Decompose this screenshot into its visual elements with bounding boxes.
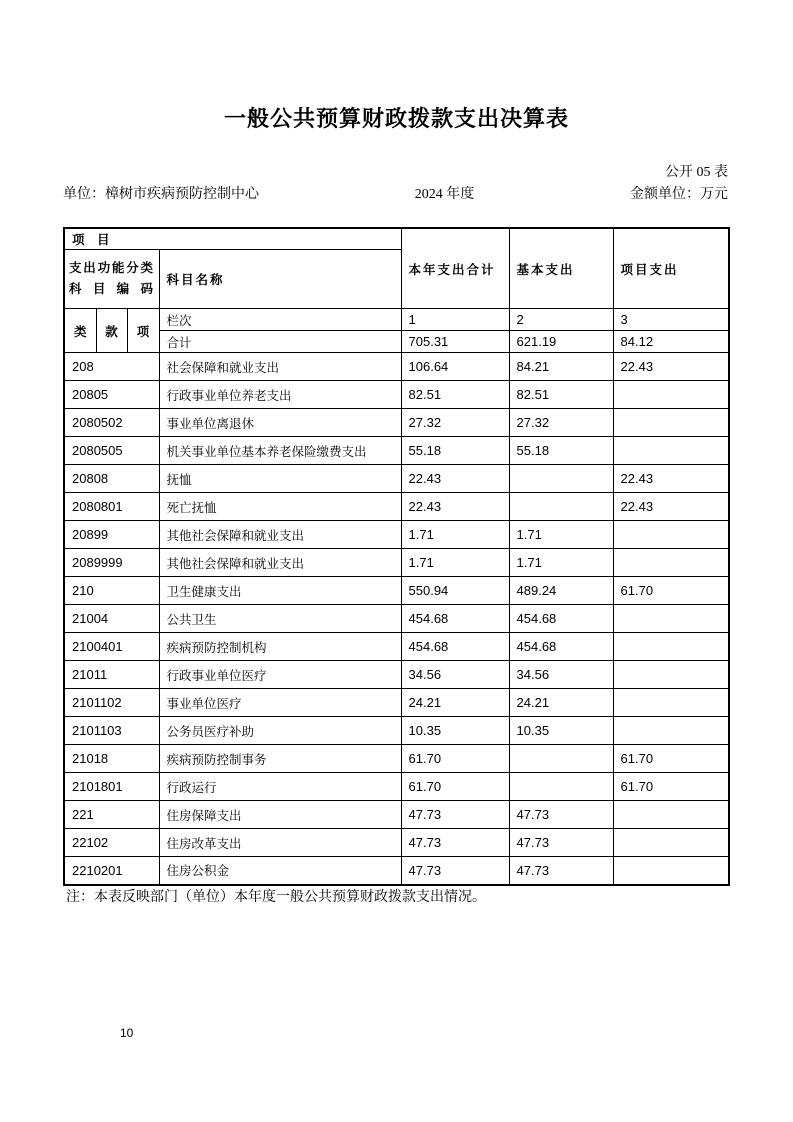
header-section-cell: 款	[96, 309, 127, 353]
row-basic-cell	[509, 745, 613, 773]
table-row	[64, 689, 729, 717]
budget-table	[63, 227, 730, 886]
row-project-cell	[613, 521, 729, 549]
row-total-cell: 47.73	[401, 829, 509, 857]
row-total-cell: 55.18	[401, 437, 509, 465]
amount-unit-label: 金额单位：万元	[630, 187, 728, 202]
row-project-cell	[613, 689, 729, 717]
row-project-cell	[613, 437, 729, 465]
row-code-cell: 21011	[64, 661, 159, 689]
row-total-cell: 61.70	[401, 745, 509, 773]
row-basic-cell: 10.35	[509, 717, 613, 745]
year-label: 2024 年度	[414, 187, 475, 202]
row-project-cell	[613, 717, 729, 745]
row-total-cell: 47.73	[401, 801, 509, 829]
column-index-1: 1	[401, 309, 509, 331]
row-basic-cell: 454.68	[509, 605, 613, 633]
sheet-number-label: 公开 05 表	[665, 165, 728, 180]
row-basic-cell: 489.24	[509, 577, 613, 605]
row-basic-cell: 82.51	[509, 381, 613, 409]
row-project-cell	[613, 829, 729, 857]
totals-label-cell: 合计	[159, 331, 401, 353]
row-total-cell: 106.64	[401, 353, 509, 381]
row-basic-cell: 55.18	[509, 437, 613, 465]
table-note: 注：本表反映部门（单位）本年度一般公共预算财政拨款支出情况。	[66, 890, 486, 905]
row-project-cell: 22.43	[613, 465, 729, 493]
row-basic-cell: 454.68	[509, 633, 613, 661]
table-row	[64, 549, 729, 577]
header-project-cell: 项目支出	[613, 228, 729, 309]
row-name-cell: 机关事业单位基本养老保险缴费支出	[159, 437, 401, 465]
row-total-cell: 34.56	[401, 661, 509, 689]
column-index-2: 2	[509, 309, 613, 331]
row-total-cell: 454.68	[401, 633, 509, 661]
row-project-cell	[613, 409, 729, 437]
row-name-cell: 抚恤	[159, 465, 401, 493]
row-project-cell	[613, 381, 729, 409]
row-code-cell: 20808	[64, 465, 159, 493]
row-total-cell: 10.35	[401, 717, 509, 745]
row-code-cell: 210	[64, 577, 159, 605]
header-basic-cell: 基本支出	[509, 228, 613, 309]
row-name-cell: 公共卫生	[159, 605, 401, 633]
row-name-cell: 住房改革支出	[159, 829, 401, 857]
row-name-cell: 死亡抚恤	[159, 493, 401, 521]
row-basic-cell	[509, 773, 613, 801]
table-row	[64, 829, 729, 857]
table-row	[64, 353, 729, 381]
row-code-cell: 2089999	[64, 549, 159, 577]
table-row	[64, 437, 729, 465]
row-name-cell: 行政事业单位医疗	[159, 661, 401, 689]
totals-basic-cell: 621.19	[509, 331, 613, 353]
row-project-cell	[613, 661, 729, 689]
row-code-cell: 21004	[64, 605, 159, 633]
row-code-cell: 2100401	[64, 633, 159, 661]
row-basic-cell: 34.56	[509, 661, 613, 689]
row-project-cell: 61.70	[613, 577, 729, 605]
row-name-cell: 疾病预防控制机构	[159, 633, 401, 661]
row-total-cell: 1.71	[401, 549, 509, 577]
row-name-cell: 行政事业单位养老支出	[159, 381, 401, 409]
meta-line	[63, 183, 728, 203]
row-name-cell: 公务员医疗补助	[159, 717, 401, 745]
row-project-cell	[613, 605, 729, 633]
header-total-cell: 本年支出合计	[401, 228, 509, 309]
totals-total-cell: 705.31	[401, 331, 509, 353]
row-name-cell: 卫生健康支出	[159, 577, 401, 605]
row-code-cell: 2080502	[64, 409, 159, 437]
row-code-cell: 208	[64, 353, 159, 381]
row-name-cell: 住房公积金	[159, 857, 401, 885]
row-name-cell: 事业单位医疗	[159, 689, 401, 717]
page-number: 10	[120, 1026, 134, 1040]
row-name-cell: 疾病预防控制事务	[159, 745, 401, 773]
row-total-cell: 1.71	[401, 521, 509, 549]
table-row	[64, 493, 729, 521]
table-row	[64, 717, 729, 745]
row-project-cell	[613, 549, 729, 577]
row-basic-cell	[509, 493, 613, 521]
column-index-3: 3	[613, 309, 729, 331]
row-code-cell: 2080505	[64, 437, 159, 465]
table-row	[64, 801, 729, 829]
table-row	[64, 465, 729, 493]
table-row	[64, 633, 729, 661]
page-title: 一般公共预算财政拨款支出决算表	[223, 106, 569, 131]
row-total-cell: 61.70	[401, 773, 509, 801]
row-basic-cell	[509, 465, 613, 493]
row-code-cell: 22102	[64, 829, 159, 857]
row-total-cell: 27.32	[401, 409, 509, 437]
row-project-cell	[613, 857, 729, 885]
table-row	[64, 577, 729, 605]
row-code-cell: 2101102	[64, 689, 159, 717]
row-basic-cell: 24.21	[509, 689, 613, 717]
header-class-cell: 类	[64, 309, 96, 353]
row-total-cell: 22.43	[401, 465, 509, 493]
row-total-cell: 47.73	[401, 857, 509, 885]
row-code-cell: 2101801	[64, 773, 159, 801]
row-total-cell: 22.43	[401, 493, 509, 521]
header-subject-name-cell: 科目名称	[159, 250, 401, 309]
table-row	[64, 521, 729, 549]
row-total-cell: 82.51	[401, 381, 509, 409]
row-project-cell: 61.70	[613, 745, 729, 773]
table-row	[64, 773, 729, 801]
row-total-cell: 24.21	[401, 689, 509, 717]
row-code-cell: 21018	[64, 745, 159, 773]
table-row	[64, 857, 729, 885]
row-basic-cell: 1.71	[509, 521, 613, 549]
row-project-cell: 61.70	[613, 773, 729, 801]
table-row	[64, 409, 729, 437]
table-row	[64, 661, 729, 689]
header-code-cell	[64, 250, 159, 309]
table-row	[64, 381, 729, 409]
row-code-cell: 20899	[64, 521, 159, 549]
row-code-cell: 2080801	[64, 493, 159, 521]
row-basic-cell: 27.32	[509, 409, 613, 437]
row-name-cell: 住房保障支出	[159, 801, 401, 829]
header-subitem-cell: 项	[127, 309, 159, 353]
unit-label: 单位：樟树市疾病预防控制中心	[63, 187, 259, 202]
row-code-cell: 2210201	[64, 857, 159, 885]
row-code-cell: 2101103	[64, 717, 159, 745]
table-row	[64, 745, 729, 773]
row-total-cell: 454.68	[401, 605, 509, 633]
row-basic-cell: 47.73	[509, 801, 613, 829]
row-name-cell: 其他社会保障和就业支出	[159, 549, 401, 577]
row-basic-cell: 84.21	[509, 353, 613, 381]
row-code-cell: 20805	[64, 381, 159, 409]
row-name-cell: 事业单位离退休	[159, 409, 401, 437]
table-row	[64, 605, 729, 633]
row-basic-cell: 47.73	[509, 857, 613, 885]
row-project-cell	[613, 633, 729, 661]
header-code-label: 支出功能分类科目编码	[69, 260, 153, 296]
row-code-cell: 221	[64, 801, 159, 829]
row-total-cell: 550.94	[401, 577, 509, 605]
header-item-cell: 项 目	[64, 228, 401, 250]
totals-project-cell: 84.12	[613, 331, 729, 353]
row-name-cell: 其他社会保障和就业支出	[159, 521, 401, 549]
row-name-cell: 行政运行	[159, 773, 401, 801]
row-basic-cell: 1.71	[509, 549, 613, 577]
row-project-cell	[613, 801, 729, 829]
row-project-cell: 22.43	[613, 353, 729, 381]
row-name-cell: 社会保障和就业支出	[159, 353, 401, 381]
row-basic-cell: 47.73	[509, 829, 613, 857]
row-project-cell: 22.43	[613, 493, 729, 521]
column-index-label-cell: 栏次	[159, 309, 401, 331]
